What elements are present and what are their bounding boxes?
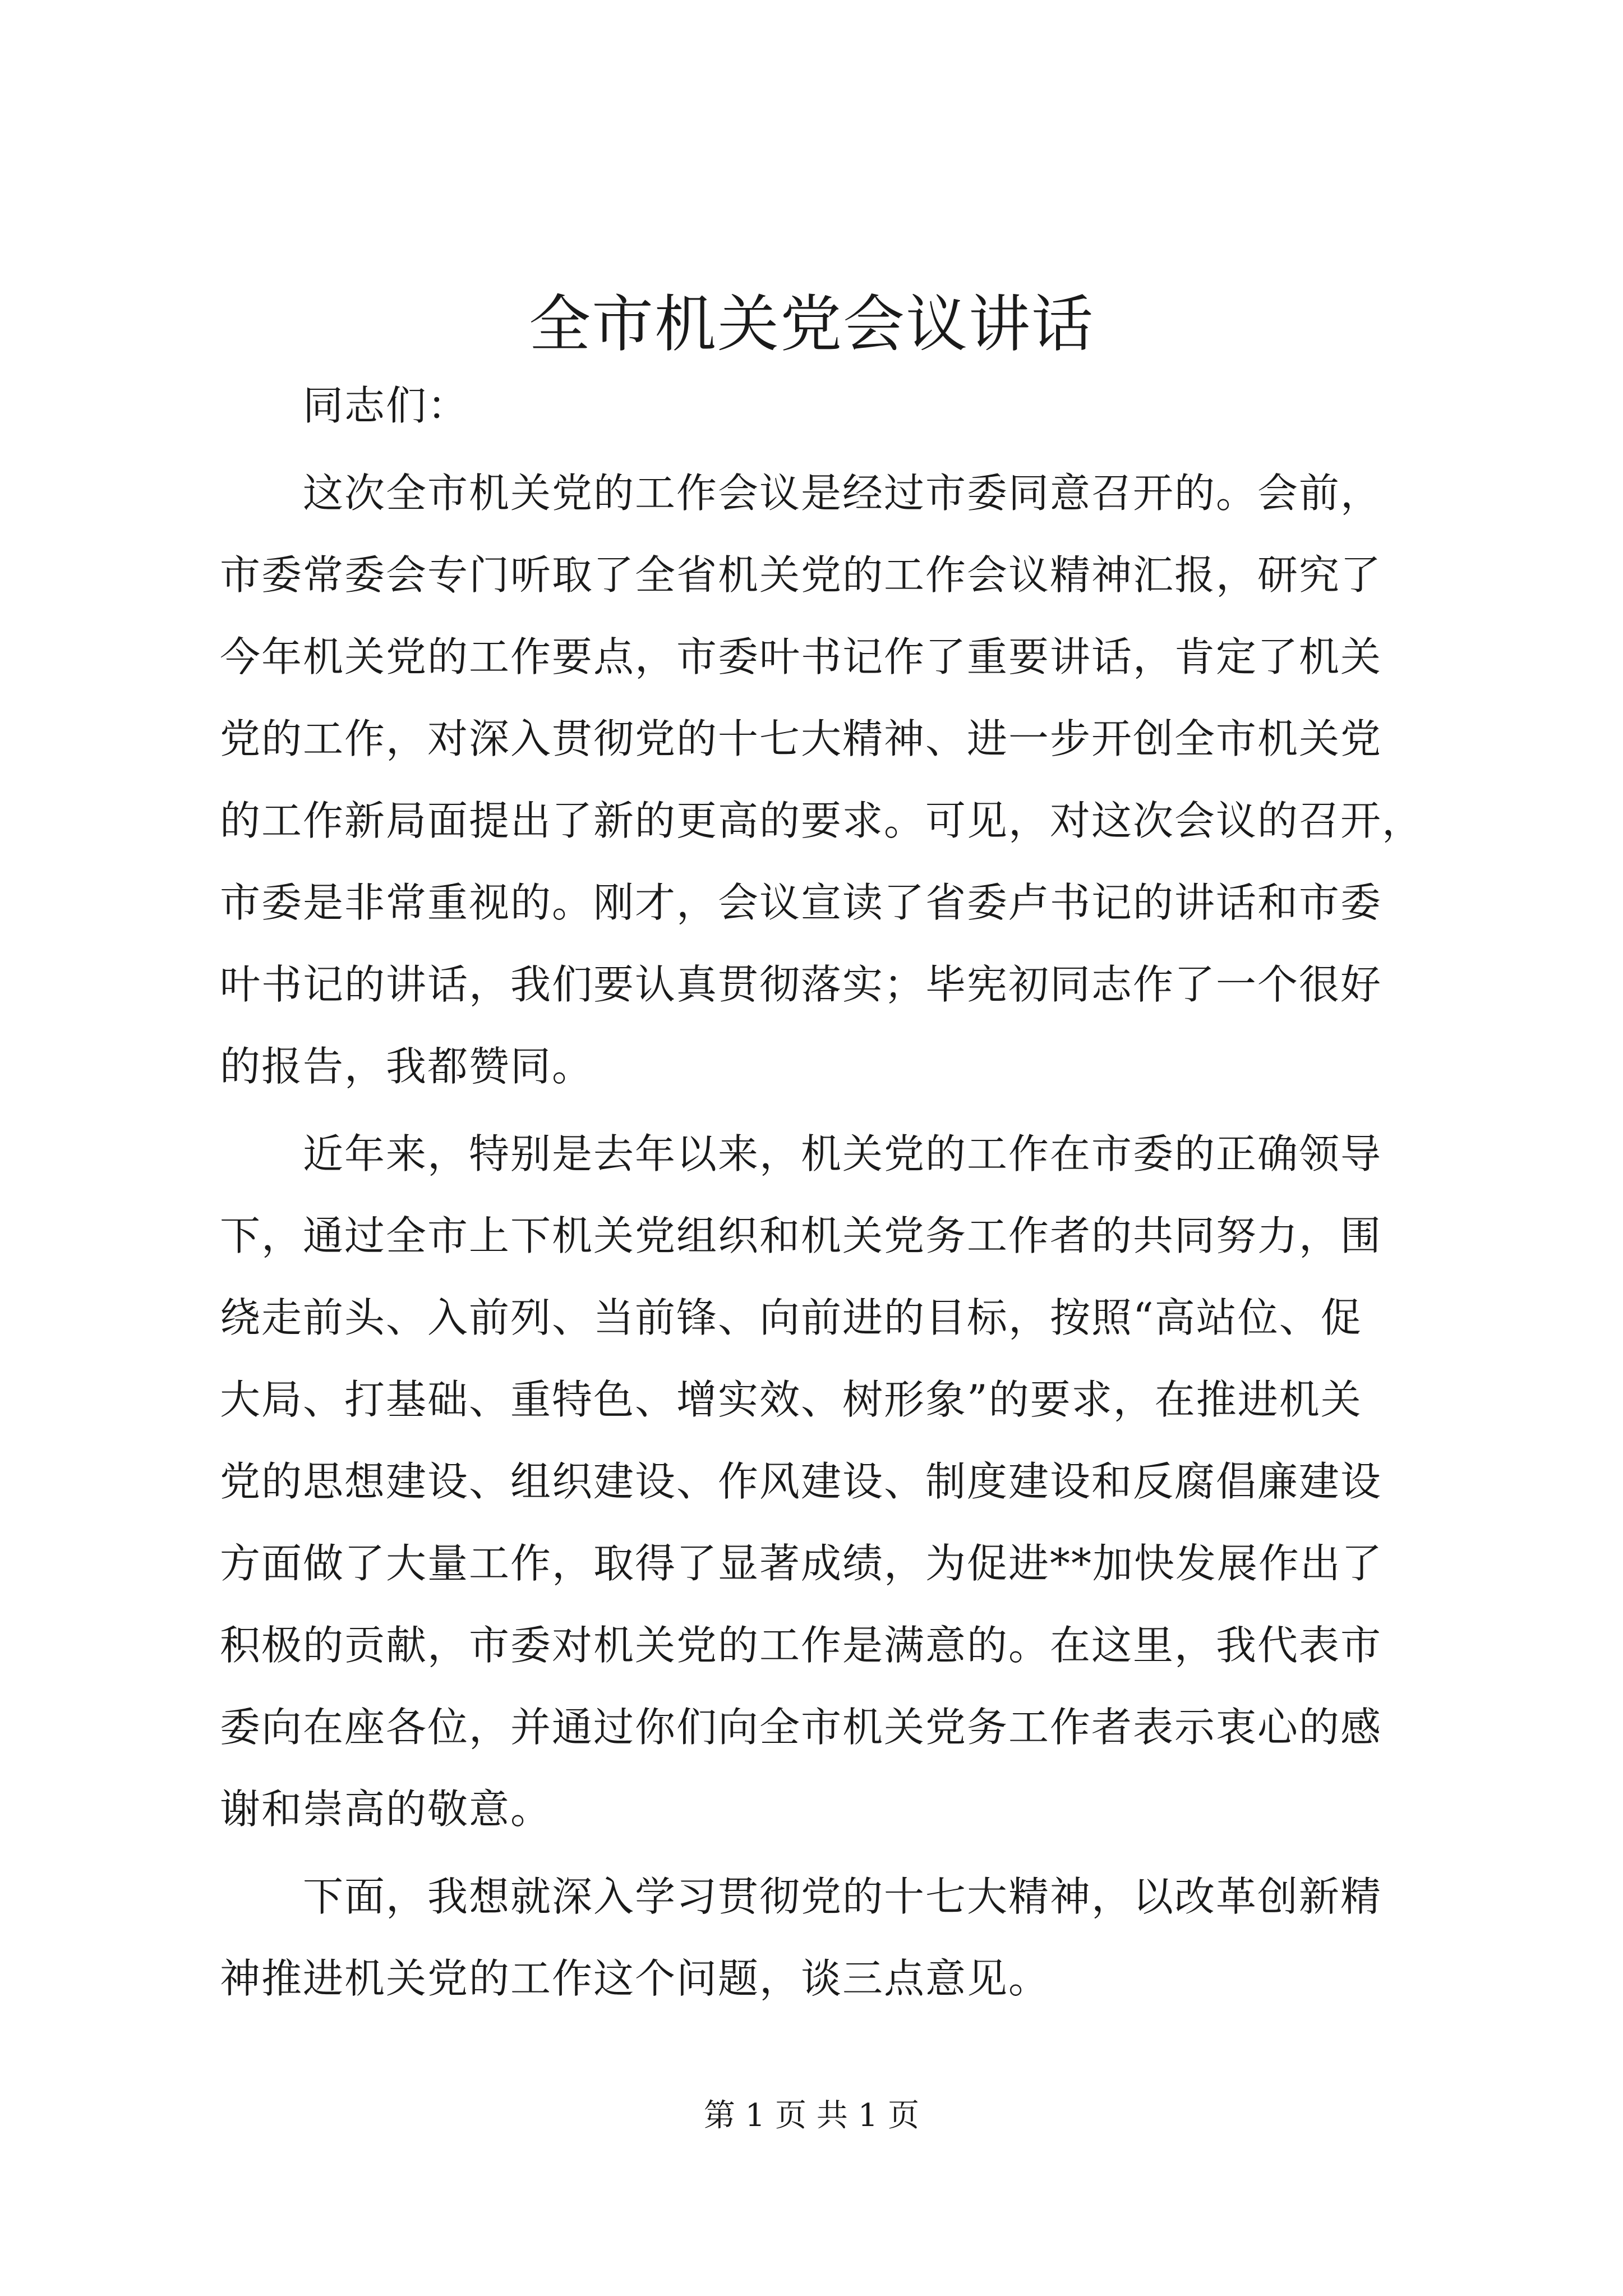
text-line: 近年来，特别是去年以来，机关党的工作在市委的正确领导 — [220, 1130, 1382, 1177]
document-title: 全市机关党会议讲话 — [529, 288, 1094, 360]
text-line: 这次全市机关党的工作会议是经过市委同意召开的。会前， — [220, 470, 1382, 517]
paragraph — [220, 365, 1442, 447]
text-line: 委向在座各位，并通过你们向全市机关党务工作者表示衷心的感 — [220, 1704, 1382, 1751]
document-body — [220, 365, 1442, 2019]
page-footer: 第 1 页 共 1 页 — [703, 2097, 920, 2134]
text-line: 神推进机关党的工作这个问题，谈三点意见。 — [220, 1955, 1050, 2002]
text-line: 积极的贡献，市委对机关党的工作是满意的。在这里，我代表市 — [220, 1622, 1382, 1669]
text-line: 下，通过全市上下机关党组织和机关党务工作者的共同努力，围 — [220, 1212, 1382, 1259]
text-line: 方面做了大量工作，取得了显著成绩，为促进**加快发展作出了 — [220, 1540, 1384, 1587]
text-line: 同志们： — [220, 382, 469, 429]
text-line: 市委常委会专门听取了全省机关党的工作会议精神汇报，研究了 — [220, 551, 1382, 599]
text-line: 叶书记的讲话，我们要认真贯彻落实；毕宪初同志作了一个很好 — [220, 961, 1382, 1008]
text-line: 的工作新局面提出了新的更高的要求。可见，对这次会议的召开， — [220, 797, 1424, 844]
paragraph — [220, 452, 1442, 1107]
paragraph — [220, 1113, 1442, 1850]
text-line: 党的思想建设、组织建设、作风建设、制度建设和反腐倡廉建设 — [220, 1458, 1382, 1505]
text-line: 市委是非常重视的。刚才，会议宣读了省委卢书记的讲话和市委 — [220, 879, 1382, 926]
text-line: 大局、打基础、重特色、增实效、树形象”的要求，在推进机关 — [220, 1376, 1362, 1423]
text-line: 绕走前头、入前列、当前锋、向前进的目标，按照“高站位、促 — [220, 1294, 1362, 1341]
text-line: 下面，我想就深入学习贯彻党的十七大精神，以改革创新精 — [220, 1873, 1382, 1920]
text-line: 党的工作，对深入贯彻党的十七大精神、进一步开创全市机关党 — [220, 715, 1382, 762]
text-line: 谢和崇高的敬意。 — [220, 1786, 552, 1833]
text-line: 今年机关党的工作要点，市委叶书记作了重要讲话，肯定了机关 — [220, 633, 1382, 680]
paragraph — [220, 1856, 1442, 2019]
text-line: 的报告，我都赞同。 — [220, 1043, 594, 1090]
